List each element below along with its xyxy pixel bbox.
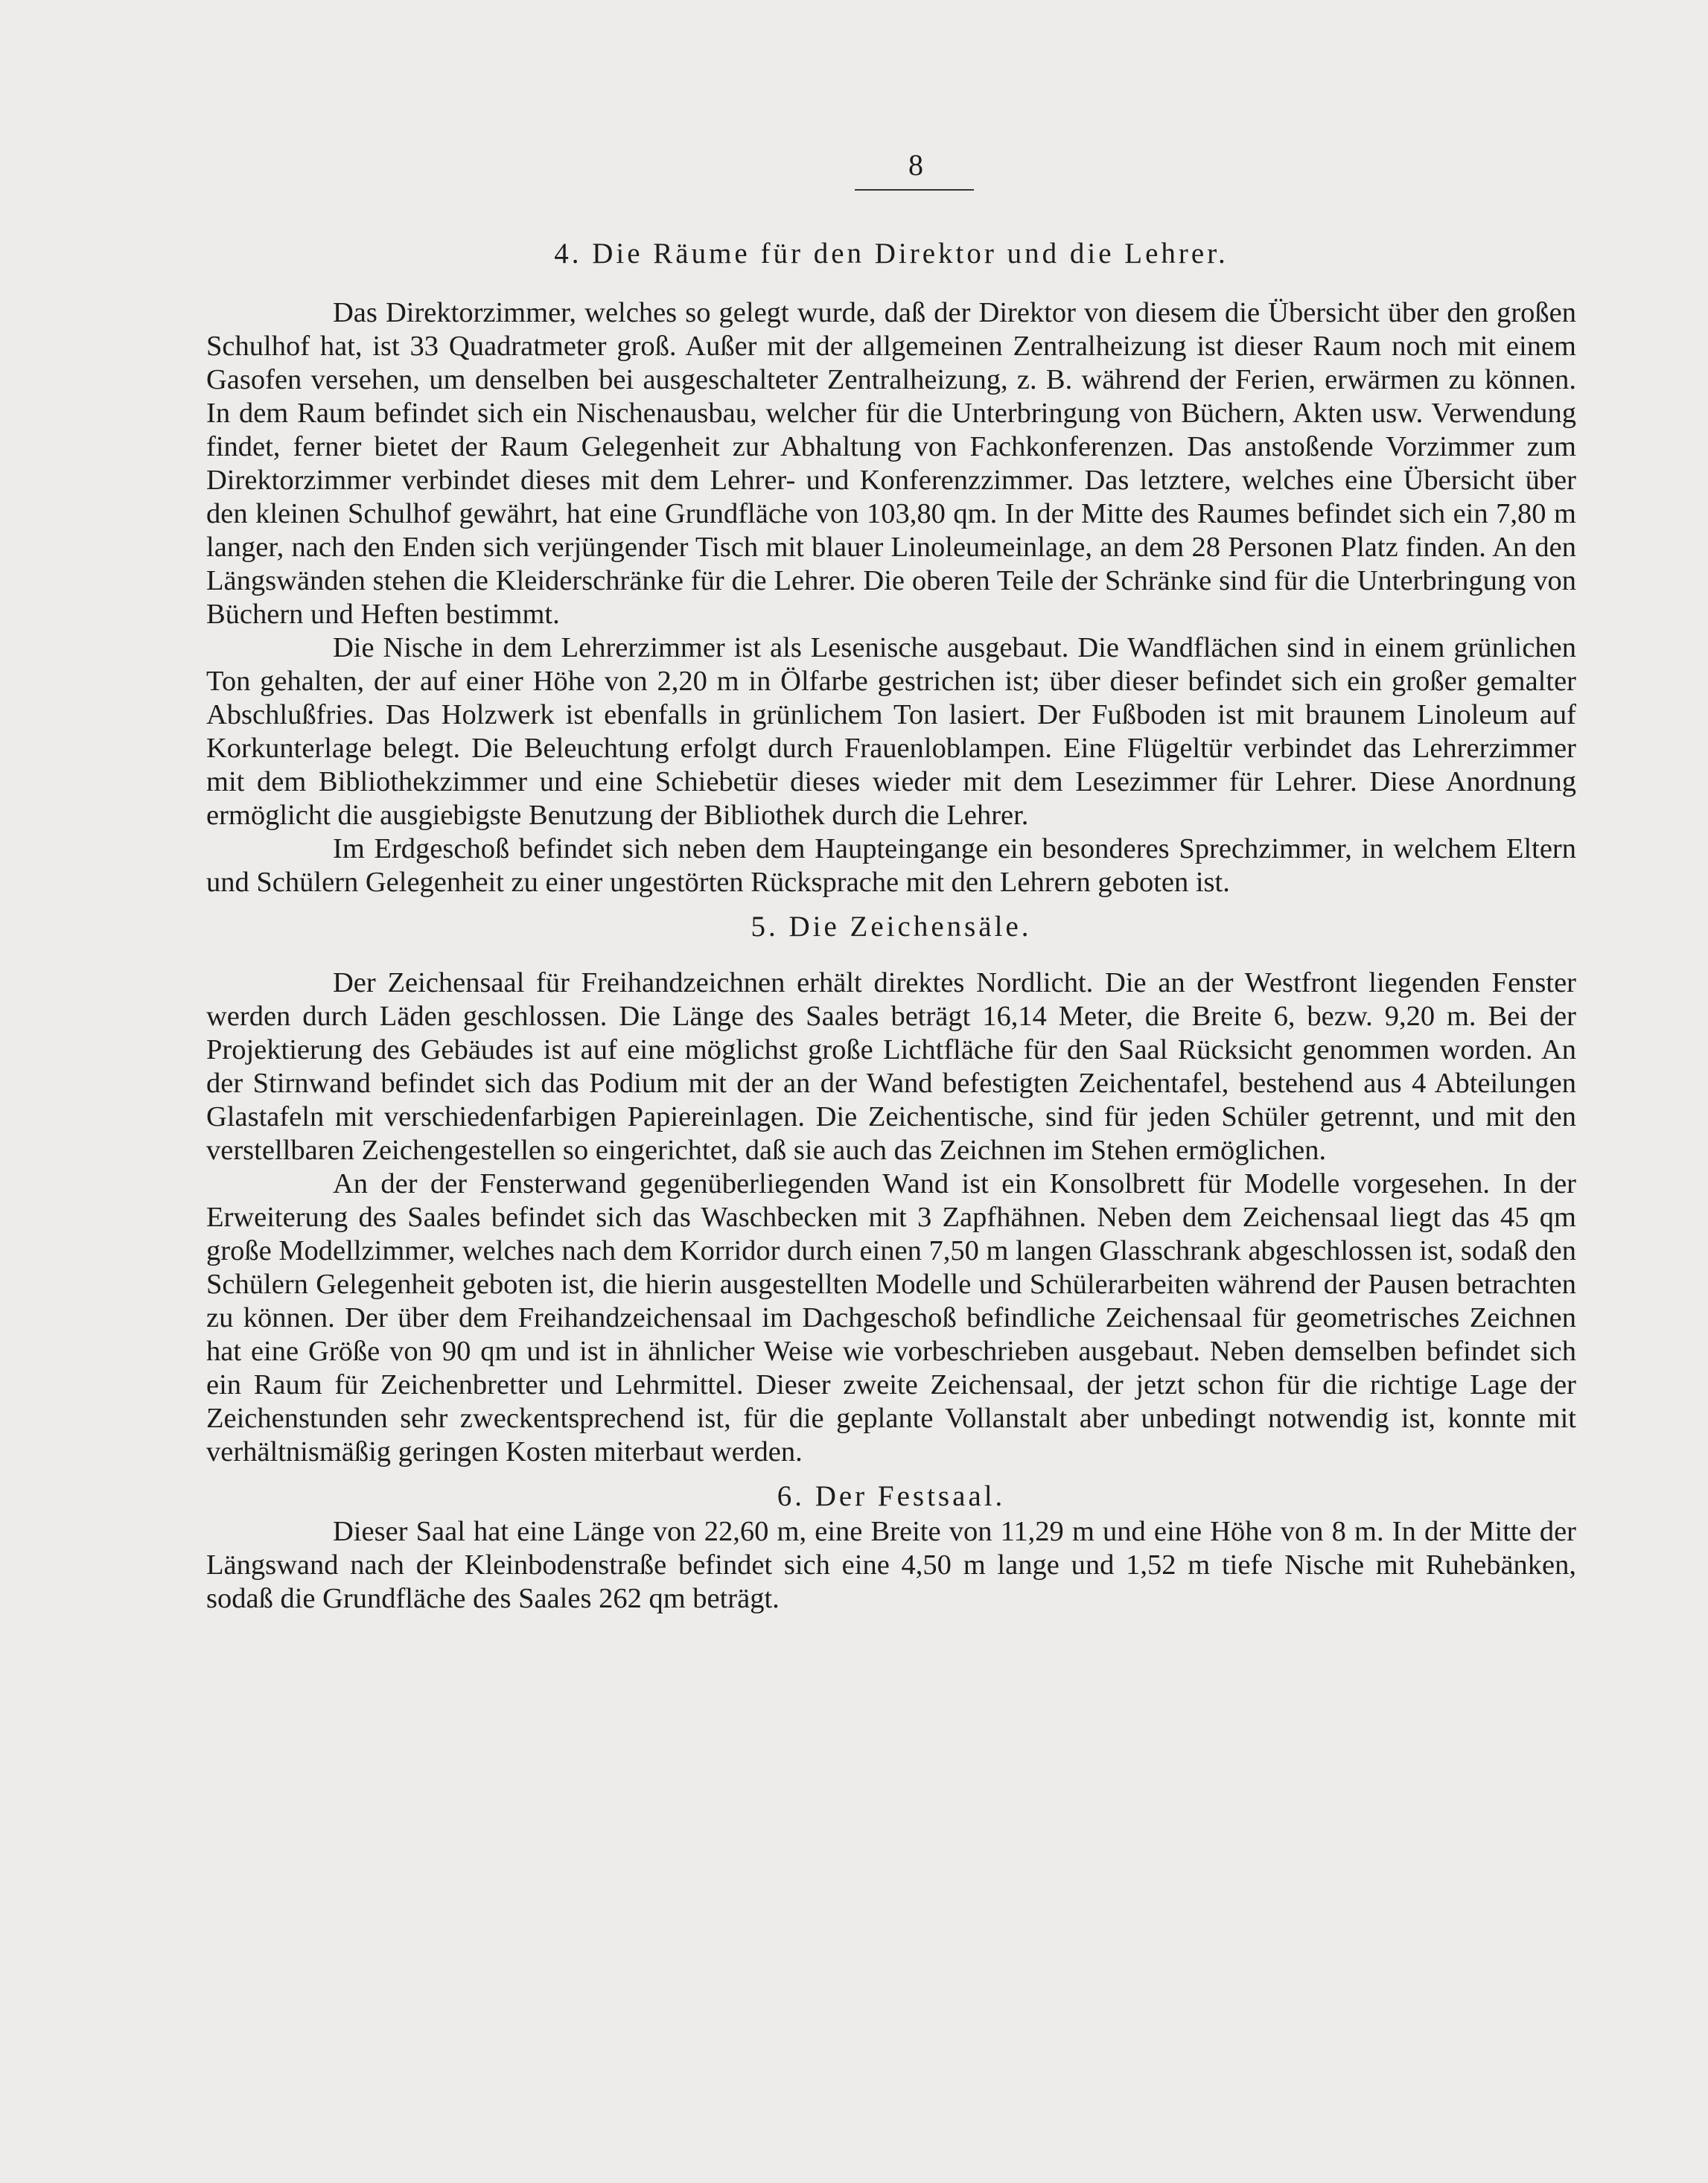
paragraph-director-room: Das Direktorzimmer, welches so gelegt wurde, daß der Direktor von diesem die Übersicht über den großen Schulhof hat, ist 33 Quadratmeter groß. Außer mit der allgemeinen Zentralheizung ist dieser Raum noch mit einem Gasofen versehen, um denselben bei ausgeschalteter Zentralheizung, z. B. während der Ferien, erwärmen zu können. In dem Raum befindet sich ein Nischenausbau, welcher für die Unterbringung von Büchern, Akten usw. Verwendung findet, ferner bietet der Raum Gelegenheit zur Abhaltung von Fachkonferenzen. Das anstoßende Vorzimmer zum Direktorzimmer verbindet dieses mit dem Lehrer- und Konferenzzimmer. Das letztere, welches eine Übersicht über den kleinen Schulhof gewährt, hat eine Grundfläche von 103,80 qm. In der Mitte des Raumes befindet sich ein 7,80 m langer, nach den Enden sich verjüngender Tisch mit blauer Linoleumeinlage, an dem 28 Personen Platz finden. An den Längswänden stehen die Kleiderschränke für die Lehrer. Die oberen Teile der Schränke sind für die Unterbringung von Büchern und Heften bestimmt. — [206, 297, 1576, 630]
paragraph-teacher-niche: Die Nische in dem Lehrerzimmer ist als Lesenische ausgebaut. Die Wandflächen sind in einem grünlichen Ton gehalten, der auf einer Höhe von 2,20 m in Ölfarbe gestrichen ist; über dieser befindet sich ein großer gemalter Abschlußfries. Das Holzwerk ist ebenfalls in grünlichem Ton lasiert. Der Fußboden ist mit braunem Linoleum auf Korkunterlage belegt. Die Beleuchtung erfolgt durch Frauenloblampen. Eine Flügeltür verbindet das Lehrerzimmer mit dem Bibliothekzimmer und eine Schiebetür dieses wieder mit dem Lesezimmer für Lehrer. Diese Anordnung ermöglicht die ausgiebigste Benutzung der Bibliothek durch die Lehrer. — [206, 632, 1576, 831]
page-number: 8 — [908, 148, 923, 182]
page-number-rule — [855, 189, 974, 191]
paragraph-model-room: An der der Fensterwand gegenüberliegenden Wand ist ein Konsolbrett für Modelle vorgesehen. In der Erweiterung des Saales befindet sich das Waschbecken mit 3 Zapfhähnen. Neben dem Zeichensaal liegt das 45 qm große Modellzimmer, welches nach dem Korridor durch einen 7,50 m langen Glasschrank abgeschlossen ist, sodaß den Schülern Gelegenheit geboten ist, die hierin ausgestellten Modelle und Schülerarbeiten während der Pausen betrachten zu können. Der über dem Freihandzeichensaal im Dachgeschoß befindliche Zeichensaal für geometrisches Zeichnen hat eine Größe von 90 qm und ist in ähnlicher Weise wie vorbeschrieben ausgebaut. Neben demselben befindet sich ein Raum für Zeichenbretter und Lehrmittel. Dieser zweite Zeichensaal, der jetzt schon für die richtige Lage der Zeichenstunden sehr zweckentsprechend ist, für die geplante Vollanstalt aber unbedingt notwendig ist, konnte mit verhältnismäßig geringen Kosten miterbaut werden. — [206, 1168, 1576, 1467]
section-heading-festival-hall: 6. Der Festsaal. — [777, 1480, 1006, 1512]
paragraph-freehand-drawing-room: Der Zeichensaal für Freihandzeichnen erhält direktes Nordlicht. Die an der Westfront liegenden Fenster werden durch Läden geschlossen. Die Länge des Saales beträgt 16,14 Meter, die Breite 6, bezw. 9,20 m. Bei der Projektierung des Gebäudes ist auf eine möglichst große Lichtfläche für den Saal Rücksicht genommen worden. An der Stirnwand befindet sich das Podium mit der an der Wand befestigten Zeichentafel, bestehend aus 4 Abteilungen Glastafeln mit verschiedenfarbigen Papiereinlagen. Die Zeichentische, sind für jeden Schüler getrennt, und mit den verstellbaren Zeichengestellen so eingerichtet, daß sie auch das Zeichnen im Stehen ermöglichen. — [206, 967, 1576, 1166]
section-heading-director-rooms: 4. Die Räume für den Direktor und die Lehrer. — [554, 238, 1229, 270]
page-content — [206, 237, 1576, 1616]
paragraph-consulting-room: Im Erdgeschoß befindet sich neben dem Haupteingange ein besonderes Sprechzimmer, in welchem Eltern und Schülern Gelegenheit zu einer ungestörten Rücksprache mit den Lehrern geboten ist. — [206, 833, 1576, 898]
section-heading-drawing-rooms: 5. Die Zeichensäle. — [751, 911, 1032, 943]
paragraph-festival-hall: Dieser Saal hat eine Länge von 22,60 m, eine Breite von 11,29 m und eine Höhe von 8 m. In der Mitte der Längswand nach der Kleinbodenstraße befindet sich eine 4,50 m lange und 1,52 m tiefe Nische mit Ruhebänken, sodaß die Grundfläche des Saales 262 qm beträgt. — [206, 1516, 1576, 1614]
